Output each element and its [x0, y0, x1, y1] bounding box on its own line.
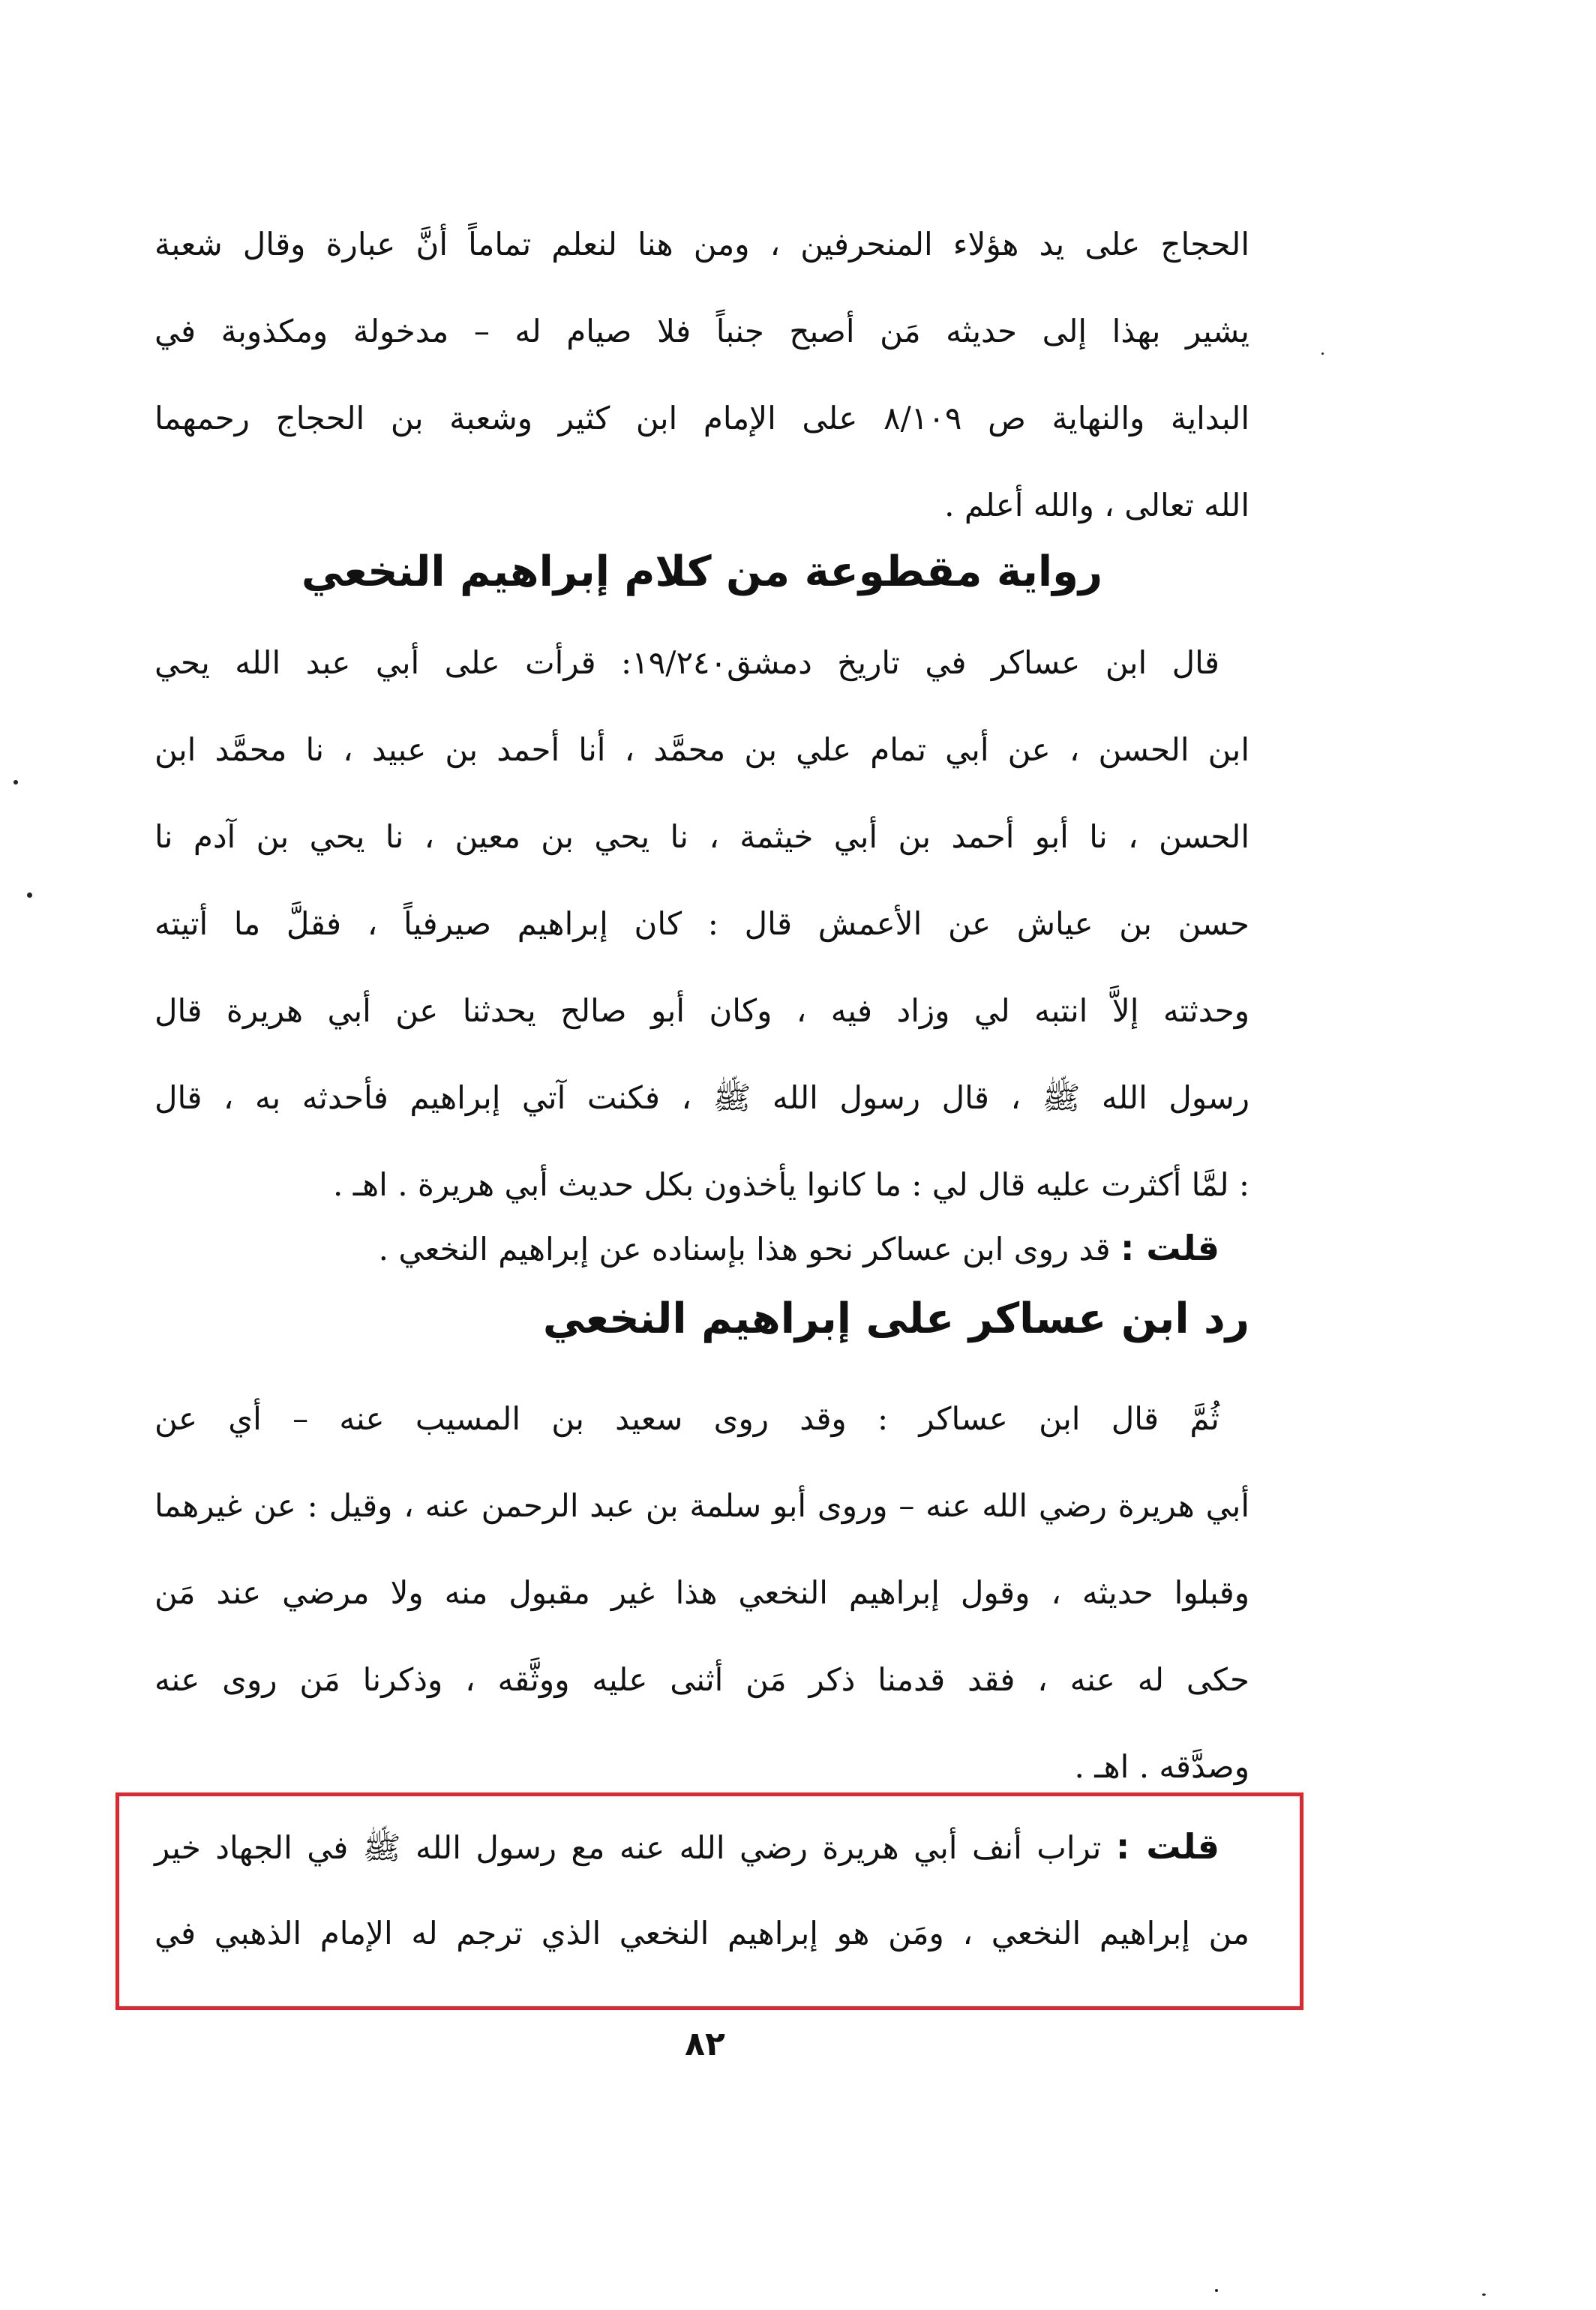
paragraph-line: البداية والنهاية ص ٨/١٠٩ على الإمام ابن كثير وشعبة بن الحجاج رحمهما	[154, 400, 1250, 436]
scan-speck	[1322, 352, 1324, 355]
note-line	[154, 1803, 1250, 1890]
paragraph-rebuttal	[154, 1376, 1250, 1810]
scan-speck	[27, 892, 32, 898]
note-comment	[154, 1204, 1220, 1292]
note-highlighted	[154, 1803, 1250, 1977]
paragraph-line: الحجاج على يد هؤلاء المنحرفين ، ومن هنا لنعلم تماماً أنَّ عبارة وقال شعبة	[154, 226, 1250, 262]
note-text: قد روى ابن عساكر نحو هذا بإسناده عن إبراهيم النخعي .	[378, 1231, 1111, 1268]
scan-speck	[14, 780, 18, 784]
note-line: من إبراهيم النخعي ، ومَن هو إبراهيم النخعي الذي ترجم له الإمام الذهبي في	[154, 1915, 1250, 1952]
paragraph-line: يشير بهذا إلى حديثه مَن أصبح جنباً فلا صيام له – مدخولة ومكذوبة في	[154, 313, 1250, 350]
section-heading: رواية مقطوعة من كلام إبراهيم النخعي	[301, 548, 1103, 596]
paragraph-narration	[154, 620, 1250, 1228]
page-number: ٨٢	[685, 2025, 725, 2063]
paragraph-intro	[154, 201, 1250, 549]
paragraph-line: حكى له عنه ، فقد قدمنا ذكر مَن أثنى عليه ووثَّقه ، وذكرنا مَن روى عنه	[154, 1661, 1250, 1698]
note-label: قلت :	[1115, 1826, 1220, 1867]
paragraph-line: الله تعالى ، والله أعلم .	[944, 487, 1250, 524]
scan-speck	[1482, 2294, 1486, 2296]
paragraph-line: حسن بن عياش عن الأعمش قال : كان إبراهيم صيرفياً ، فقلَّ ما أتيته	[154, 905, 1250, 942]
note-line	[154, 1204, 1220, 1292]
note-text: تراب أنف أبي هريرة رضي الله عنه مع رسول الله ﷺ في الجهاد خير	[154, 1829, 1102, 1866]
paragraph-line: الحسن ، نا أبو أحمد بن أبي خيثمة ، نا يحي بن معين ، نا يحي بن آدم نا	[154, 818, 1250, 855]
scan-speck	[1215, 2289, 1218, 2292]
paragraph-line: رسول الله ﷺ ، قال رسول الله ﷺ ، فكنت آتي إبراهيم فأحدثه به ، قال	[154, 1079, 1250, 1116]
paragraph-line: أبي هريرة رضي الله عنه – وروى أبو سلمة بن عبد الرحمن عنه ، وقيل : عن غيرهما	[154, 1487, 1250, 1524]
section-heading: رد ابن عساكر على إبراهيم النخعي	[542, 1294, 1250, 1343]
paragraph-line: وقبلوا حديثه ، وقول إبراهيم النخعي هذا غير مقبول منه ولا مرضي عند مَن	[154, 1574, 1250, 1611]
paragraph-line: ثُمَّ قال ابن عساكر : وقد روى سعيد بن المسيب عنه – أي عن	[154, 1400, 1220, 1437]
paragraph-line: : لمَّا أكثرت عليه قال لي : ما كانوا يأخذون بكل حديث أبي هريرة . اهـ .	[333, 1166, 1250, 1203]
paragraph-line: قال ابن عساكر في تاريخ دمشق١٩/٢٤٠: قرأت على أبي عبد الله يحي	[154, 644, 1220, 681]
paragraph-line: ابن الحسن ، عن أبي تمام علي بن محمَّد ، أنا أحمد بن عبيد ، نا محمَّد ابن	[154, 731, 1250, 768]
paragraph-line: وصدَّقه . اهـ .	[1074, 1748, 1250, 1785]
note-label: قلت :	[1120, 1228, 1220, 1268]
paragraph-line: وحدثته إلاَّ انتبه لي وزاد فيه ، وكان أبو صالح يحدثنا عن أبي هريرة قال	[154, 992, 1250, 1029]
